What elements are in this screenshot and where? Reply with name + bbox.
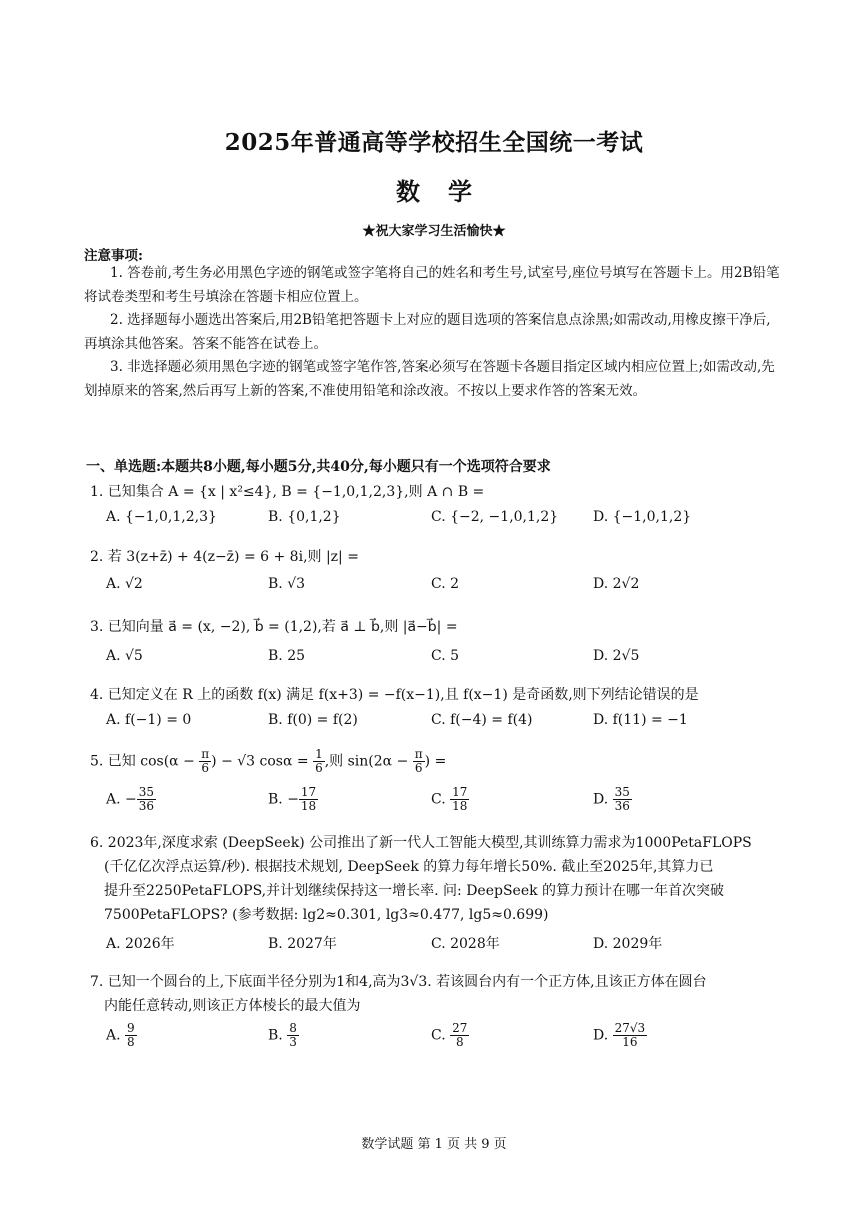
q7-d-den: 16 <box>622 1035 638 1049</box>
q3-option-b: B. 25 <box>268 648 306 664</box>
notice-item-1: 1. 答卷前,考生务必用黑色字迹的钢笔或签字笔将自己的姓名和考生号,试室号,座位号填写在答题卡上。用2B铅笔将试卷类型和考生号填涂在答题卡相应位置上。 <box>84 265 780 305</box>
q5-b-frac <box>299 786 318 813</box>
q1-option-a: A. {−1,0,1,2,3} <box>106 509 217 525</box>
q3-option-a: A. √5 <box>106 648 143 664</box>
q6-option-b: B. 2027年 <box>268 936 337 952</box>
q5-prefix: 5. 已知 cos(α − <box>90 753 200 770</box>
q5-frac-num: π <box>201 747 210 761</box>
q4-option-a: A. f(−1) = 0 <box>106 712 192 728</box>
notice-item-2: 2. 选择题每小题选出答案后,用2B铅笔把答题卡上对应的题目选项的答案信息点涂黑;如需改动,用橡皮擦干净后,再填涂其他答案。答案不能答在试卷上。 <box>84 312 771 352</box>
exam-title: 2025年普通高等学校招生全国统一考试 <box>224 129 644 156</box>
q5-frac-den: 6 <box>201 761 210 775</box>
notice-item-3: 3. 非选择题必须用黑色字迹的钢笔或签字笔作答,答案必须写在答题卡各题目指定区域内相应位置上;如需改动,先划掉原来的答案,然后再写上新的答案,不准使用铅笔和涂改液。不按以上要求作答的答案无效。 <box>84 359 775 399</box>
q6-option-c: C. 2028年 <box>431 936 500 952</box>
q5-d-frac <box>613 786 632 813</box>
q7-c-den: 8 <box>455 1035 464 1049</box>
q7-a-den: 8 <box>127 1035 135 1049</box>
question-6-line-3: 提升至2250PetaFLOPS,并计划继续保持这一增长率. 问: DeepSeek 的算力预计在哪一年首次突破 <box>104 883 725 899</box>
page-footer: 数学试题 第 1 页 共 9 页 <box>361 1137 507 1152</box>
question-2: 2. 若 3(z+z̄) + 4(z−z̄) = 6 + 8i,则 |z| = <box>90 549 359 565</box>
q2-option-c: C. 2 <box>431 576 460 592</box>
question-6-line-1: 6. 2023年,深度求索 (DeepSeek) 公司推出了新一代人工智能大模型,其训练算力需求为1000PetaFLOPS <box>90 835 752 851</box>
subject-title: 数学 <box>396 177 500 206</box>
q4-option-b: B. f(0) = f(2) <box>268 712 358 728</box>
q5-c-den: 18 <box>452 799 468 813</box>
q3-option-c: C. 5 <box>431 648 460 664</box>
q5-d-den: 36 <box>614 799 630 813</box>
q6-option-d: D. 2029年 <box>593 936 663 952</box>
q5-frac2-den: 6 <box>315 761 323 775</box>
q5-c-frac <box>450 786 469 813</box>
q5-a-num: 35 <box>138 785 155 799</box>
q1-option-c: C. {−2, −1,0,1,2} <box>431 509 559 525</box>
q5-option-a <box>106 786 156 813</box>
question-5 <box>90 748 446 775</box>
section-heading: 一、单选题:本题共8小题,每小题5分,共40分,每小题只有一个选项符合要求 <box>86 459 551 475</box>
q2-option-a: A. √2 <box>106 576 143 592</box>
q5-frac-1-6 <box>313 748 325 775</box>
question-7-line-2: 内能任意转动,则该正方体棱长的最大值为 <box>104 998 361 1014</box>
q3-option-d: D. 2√5 <box>593 648 640 664</box>
q5-mid2: ,则 sin(2α − <box>324 753 413 770</box>
q7-c-frac <box>450 1022 469 1049</box>
q5-option-d <box>593 786 632 813</box>
q7-a-label: A. <box>106 1027 121 1044</box>
q7-b-frac <box>287 1022 299 1049</box>
q5-suffix: ) = <box>424 753 447 770</box>
q5-a-frac <box>137 786 156 813</box>
q5-option-c <box>431 786 469 813</box>
q5-a-sign: A. − <box>106 791 137 808</box>
question-7-line-1: 7. 已知一个圆台的上,下底面半径分别为1和4,高为3√3. 若该圆台内有一个正方体,且该正方体在圆台 <box>90 974 707 990</box>
q2-option-b: B. √3 <box>268 576 306 592</box>
q1-option-d: D. {−1,0,1,2} <box>593 509 692 525</box>
q7-c-label: C. <box>431 1027 446 1044</box>
q7-b-num: 8 <box>289 1021 297 1035</box>
q7-option-d <box>593 1022 647 1049</box>
q7-d-num: 27√3 <box>614 1021 646 1035</box>
q5-a-den: 36 <box>138 799 155 813</box>
q5-frac3-pi-6 <box>413 748 425 775</box>
q5-frac2-num: 1 <box>315 747 323 761</box>
q5-d-num: 35 <box>614 785 630 799</box>
q5-c-num: 17 <box>452 785 468 799</box>
q5-d-sign: D. <box>593 791 613 808</box>
q7-b-den: 3 <box>289 1035 297 1049</box>
q1-option-b: B. {0,1,2} <box>268 509 341 525</box>
q5-option-b <box>268 786 318 813</box>
q5-b-sign: B. − <box>268 791 299 808</box>
q5-b-num: 17 <box>300 785 317 799</box>
q4-option-c: C. f(−4) = f(4) <box>431 712 533 728</box>
q5-frac-pi-6 <box>199 748 211 775</box>
q2-option-d: D. 2√2 <box>593 576 640 592</box>
question-6-line-4: 7500PetaFLOPS? (参考数据: lg2≈0.301, lg3≈0.477, lg5≈0.699) <box>104 907 549 923</box>
q7-a-num: 9 <box>127 1021 135 1035</box>
q7-d-label: D. <box>593 1027 609 1044</box>
q4-option-d: D. f(11) = −1 <box>593 712 688 728</box>
q7-option-a <box>106 1022 137 1049</box>
q7-a-frac <box>125 1022 137 1049</box>
question-3: 3. 已知向量 a⃗ = (x, −2), b⃗ = (1,2),若 a⃗ ⊥ b⃗,则 |a⃗−b⃗| = <box>90 619 458 635</box>
q7-c-num: 27 <box>452 1021 468 1035</box>
q7-option-b <box>268 1022 299 1049</box>
q5-mid1: ) − √3 cosα = <box>211 753 314 770</box>
motto: ★祝大家学习生活愉快★ <box>362 224 506 239</box>
q5-frac3-num: π <box>414 747 423 761</box>
q7-d-frac <box>613 1022 648 1049</box>
question-6-line-2: (千亿亿次浮点运算/秒). 根据技术规划, DeepSeek 的算力每年增长50%. 截止至2025年,其算力已 <box>104 859 714 875</box>
q7-option-c <box>431 1022 469 1049</box>
q5-c-sign: C. <box>431 791 451 808</box>
question-4: 4. 已知定义在 R 上的函数 f(x) 满足 f(x+3) = −f(x−1),且 f(x−1) 是奇函数,则下列结论错误的是 <box>90 687 699 703</box>
notice-heading: 注意事项: <box>84 248 143 264</box>
q5-b-den: 18 <box>300 799 317 813</box>
q7-b-label: B. <box>268 1027 283 1044</box>
q6-option-a: A. 2026年 <box>106 936 175 952</box>
q5-frac3-den: 6 <box>414 761 423 775</box>
question-1: 1. 已知集合 A = {x | x²≤4}, B = {−1,0,1,2,3},则 A ∩ B = <box>90 484 485 500</box>
